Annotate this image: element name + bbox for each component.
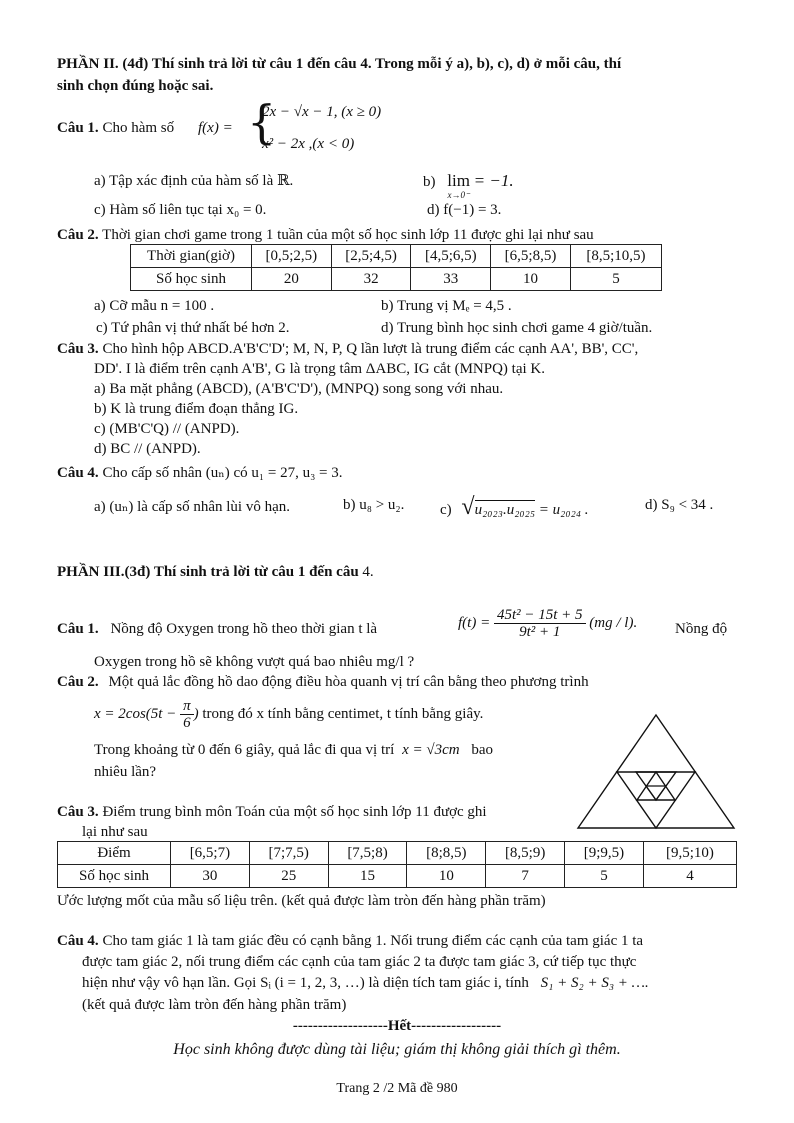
p3-q2-intro [57,674,589,691]
table-cell: 7 [486,865,565,888]
table-cell: 33 [411,268,491,291]
q2-text: Thời gian chơi game trong 1 tuần của một số học sinh lớp 11 được ghi lại như sau [102,227,594,243]
q1-lim: lim [447,171,470,190]
table-row [131,268,662,291]
p3-q3-label: Câu 3. [57,804,99,820]
q1-intro [57,120,174,137]
table-row [131,245,662,268]
q2-intro [57,227,594,244]
q4-option-c: c) √u₂₀₂₃.u₂₀₂₅ = u₂₀₂₄ . [440,494,589,520]
table-cell: 10 [407,865,486,888]
p3-q4-label: Câu 4. [57,933,99,949]
table-cell: 5 [565,865,644,888]
table-cell: 30 [171,865,250,888]
p3-q2-text: Một quả lắc đồng hồ dao động điều hòa quanh vị trí cân bằng theo phương trình [108,674,589,690]
part2-header: PHẦN II. (4đ) Thí sinh trả lời từ câu 1 đến câu 4. Trong mỗi ý a), b), c), d) ở mỗi câu, thí [57,56,622,72]
q1-case2: x² − 2x ,(x < 0) [262,136,355,152]
p3-q1-line2: Oxygen trong hồ sẽ không vượt quá bao nhiêu mg/l ? [94,654,415,670]
q3-option-b: b) K là trung điểm đoạn thẳng IG. [94,401,299,417]
q3-option-d: d) BC // (ANPD). [94,441,201,457]
q1-fx: f(x) = [198,120,233,136]
q1-lim-sub: x→0⁻ [447,190,470,200]
q1-brace: { [247,95,277,149]
table-cell: 5 [570,268,661,291]
p3-q4-text: Cho tam giác 1 là tam giác đều có cạnh bằng 1. Nối trung điểm các cạnh của tam giác 1 ta [102,933,644,949]
table-cell: Điểm [58,842,171,865]
q3-option-c: c) (MB'C'Q) // (ANPD). [94,421,240,437]
q2-label: Câu 2. [57,227,99,243]
q4-c-expr: u₂₀₂₃.u₂₀₂₅ [474,502,536,518]
table-cell: Số học sinh [131,268,252,291]
table-cell: [9,5;10) [643,842,736,865]
table-cell: [0,5;2,5) [252,245,332,268]
end-marker: -------------------Hết------------------ [292,1018,502,1034]
q2-option-c: c) Tứ phân vị thứ nhất bé hơn 2. [96,320,290,336]
nested-triangles-figure [575,712,737,832]
q2-table [130,244,662,291]
table-cell: [6,5;8,5) [491,245,571,268]
q4-c-rhs: = u₂₀₂₄ . [538,502,589,518]
q1-option-a: a) Tập xác định của hàm số là ℝ. [94,173,294,189]
p3-q2-line3: Trong khoảng từ 0 đến 6 giây, quả lắc đi qua vị trí x = √3cm bao [94,742,493,758]
q3-text: Cho hình hộp ABCD.A'B'C'D'; M, N, P, Q lần lượt là trung điểm các cạnh AA', BB', CC', [102,341,639,357]
q3-intro [57,341,638,358]
table-cell: [2,5;4,5) [331,245,411,268]
q4-option-d: d) S₉ < 34 . [645,497,714,513]
q2-option-d: d) Trung bình học sinh chơi game 4 giờ/tuần. [381,320,653,336]
q2-option-a: a) Cỡ mẫu n = 100 . [94,298,215,314]
q4-text: Cho cấp số nhân (uₙ) có u₁ = 27, u₃ = 3. [102,465,343,481]
q1-option-b: b) lim $^{x\to 0^-}$ = −1. [423,171,514,200]
table-cell: [8;8,5) [407,842,486,865]
q3-text-cont: DD'. I là điểm trên cạnh A'B', G là trọng tâm ΔABC, IG cắt (MNPQ) tại K. [94,361,546,377]
q2-option-b: b) Trung vị Mₑ = 4,5 . [381,298,512,314]
q4-intro [57,463,343,482]
table-row [58,865,737,888]
p3-q4-sum: S₁ + S₂ + S₃ + …. [540,975,649,991]
q4-label: Câu 4. [57,465,99,481]
p3-q3-after: Ước lượng mốt của mẫu số liệu trên. (kết quả được làm tròn đến hàng phần trăm) [57,893,546,909]
table-cell: [7,5;8) [328,842,407,865]
table-cell: 10 [491,268,571,291]
p3-q4-intro [57,933,643,950]
q3-label: Câu 3. [57,341,99,357]
p3-q1-tail: Nồng độ [675,621,728,637]
q1-case1: 2x − √x − 1, (x ≥ 0) [262,104,382,120]
p3-q2-line4: nhiêu lần? [94,764,157,780]
table-row [58,842,737,865]
part2-header-cont: sinh chọn đúng hoặc sai. [57,78,214,94]
q1-option-d: d) f(−1) = 3. [427,202,502,218]
table-cell: [8,5;10,5) [570,245,661,268]
q4-option-a: a) (uₙ) là cấp số nhân lùi vô hạn. [94,499,291,515]
q1-label: Câu 1. [57,120,99,136]
q3-option-a: a) Ba mặt phẳng (ABCD), (A'B'C'D'), (MNPQ) song song với nhau. [94,381,504,397]
table-cell: Số học sinh [58,865,171,888]
table-cell: [4,5;6,5) [411,245,491,268]
table-cell: Thời gian(giờ) [131,245,252,268]
p3-q3-text: Điểm trung bình môn Toán của một số học sinh lớp 11 được ghi [102,804,487,820]
p3-q1-label: Câu 1. [57,621,99,637]
table-cell: [9;9,5) [565,842,644,865]
p3-q3-table [57,841,737,888]
table-cell: [6,5;7) [171,842,250,865]
p3-q4-text3: hiện như vậy vô hạn lần. Gọi Sᵢ (i = 1, 2, 3, …) là diện tích tam giác i, tính S₁ + S₂ + S₃ + …. [82,975,649,991]
end-note: Học sinh không được dùng tài liệu; giám thị không giải thích gì thêm. [173,1041,621,1058]
q1-option-c: c) Hàm số liên tục tại x₀ = 0. [94,202,267,218]
p3-q1-intro [57,621,377,638]
table-cell: 25 [249,865,328,888]
p3-q1-fraction: $\frac{\text{45t² − 15t + 5}}{\text{9t² + 1}}$ [494,607,586,640]
page-footer: Trang 2 /2 Mã đề 980 [336,1081,458,1096]
p3-q2-equation: x = 2cos(5t − $\frac{\pi}{6}$ ) trong đó x tính bằng centimet, t tính bằng giây. [94,698,484,731]
q4-option-b: b) u₈ > u₂. [343,497,405,513]
p3-q4-text2: được tam giác 2, nối trung điểm các cạnh của tam giác 2 ta được tam giác 3, cứ tiếp tục thực [82,954,637,970]
part3-header: PHẦN III.(3đ) Thí sinh trả lời từ câu 1 đến câu 4. [57,564,374,580]
p3-q2-label: Câu 2. [57,674,99,690]
p3-q1-text: Nồng độ Oxygen trong hồ theo thời gian t là [110,621,378,637]
table-cell: [8,5;9) [486,842,565,865]
table-cell: 4 [643,865,736,888]
q1-lim-value: = −1. [473,171,514,190]
table-cell: 20 [252,268,332,291]
p3-q3-intro [57,804,487,821]
table-cell: 32 [331,268,411,291]
p3-q4-text4: (kết quả được làm tròn đến hàng phần trăm) [82,997,347,1013]
p3-q2-position: x = √3cm [402,742,460,758]
p3-q3-text-cont: lại như sau [82,824,148,840]
triangle-4 [646,786,666,800]
table-cell: 15 [328,865,407,888]
q1-text: Cho hàm số [102,120,175,136]
p3-q1-formula: f(t) = $\frac{\text{45t² − 15t + 5}}{\text{9t² + 1}}$ (mg / l). [458,607,638,640]
table-cell: [7;7,5) [249,842,328,865]
